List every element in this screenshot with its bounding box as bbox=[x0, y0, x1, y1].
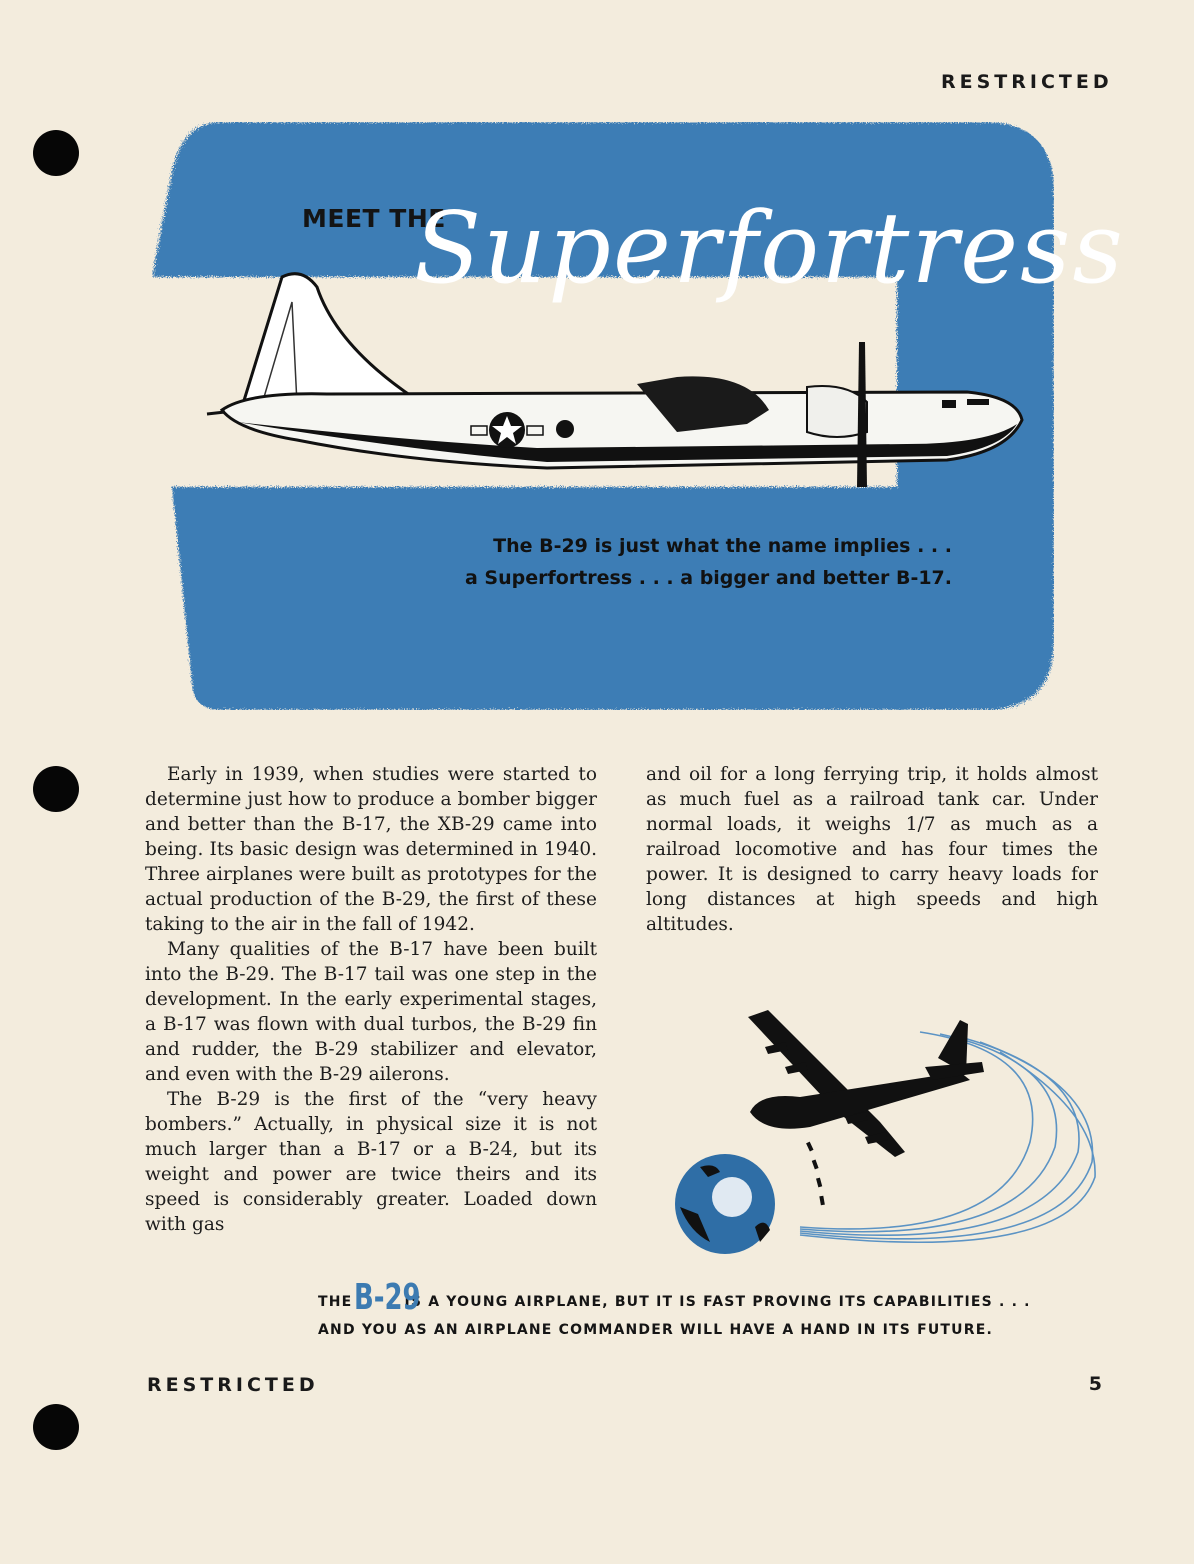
bomber-silhouette-icon bbox=[748, 1010, 984, 1205]
footer-restricted-label: RESTRICTED bbox=[147, 1374, 319, 1396]
header-restricted-label: RESTRICTED bbox=[941, 71, 1113, 93]
footer-note-b29: B-29 bbox=[354, 1277, 422, 1318]
punch-hole-top bbox=[33, 130, 79, 176]
hero-caption-line-1: The B-29 is just what the name implies . . . bbox=[493, 535, 952, 557]
footer-note-line-2: AND YOU AS AN AIRPLANE COMMANDER WILL HAVE A HAND IN ITS FUTURE. bbox=[318, 1322, 994, 1338]
hero-banner bbox=[152, 122, 1125, 710]
footer-note-line-1 bbox=[318, 1277, 1078, 1318]
punch-hole-middle bbox=[33, 766, 79, 812]
left-paragraph-3: The B-29 is the first of the “very heavy bombers.” Actually, in physical size it is not much larger than a B-17 or a B-24, but its weight and power are twice theirs and its speed is considerably greater. Loaded down with gas bbox=[145, 1089, 597, 1235]
footer-note bbox=[318, 1277, 1078, 1344]
hero-meet-the: MEET THE bbox=[302, 204, 446, 233]
body-left-column bbox=[145, 762, 597, 1237]
globe-icon bbox=[675, 1154, 775, 1254]
page-number: 5 bbox=[1088, 1373, 1102, 1395]
hero-caption bbox=[392, 530, 952, 594]
footer-note-line-1-rest: IS A YOUNG AIRPLANE, BUT IT IS FAST PROVING ITS CAPABILITIES . . . bbox=[404, 1294, 1031, 1310]
hero-title: Superfortress bbox=[414, 192, 1125, 306]
left-paragraph-1: Early in 1939, when studies were started to determine just how to produce a bomber bigger and better than the B-17, the XB-29 came into being. Its basic design was determined in 1940. Three airplanes were built as prototypes for the actual production of the B-29, the first of these taking to the air in the fall of 1942. bbox=[145, 764, 597, 935]
left-paragraph-2: Many qualities of the B-17 have been built into the B-29. The B-17 tail was one step in the development. In the early experimental stages, a B-17 was flown with dual turbos, the B-29 fin and rudder, the B-29 stabilizer and elevator, and even with the B-29 ailerons. bbox=[145, 939, 597, 1085]
right-paragraph-1: and oil for a long ferrying trip, it holds almost as much fuel as a railroad tank car. Under normal loads, it weighs 1/7 as much as a railroad locomotive and has four times the power. It is designed to carry heavy loads for long distances at high speeds and high altitudes. bbox=[646, 764, 1098, 935]
body-right-column bbox=[646, 762, 1098, 937]
hero-caption-line-2: a Superfortress . . . a bigger and better B-17. bbox=[465, 567, 952, 589]
bomber-globe-illustration bbox=[670, 992, 1100, 1262]
footer-note-the: THE bbox=[318, 1294, 353, 1310]
punch-hole-bottom bbox=[33, 1404, 79, 1450]
